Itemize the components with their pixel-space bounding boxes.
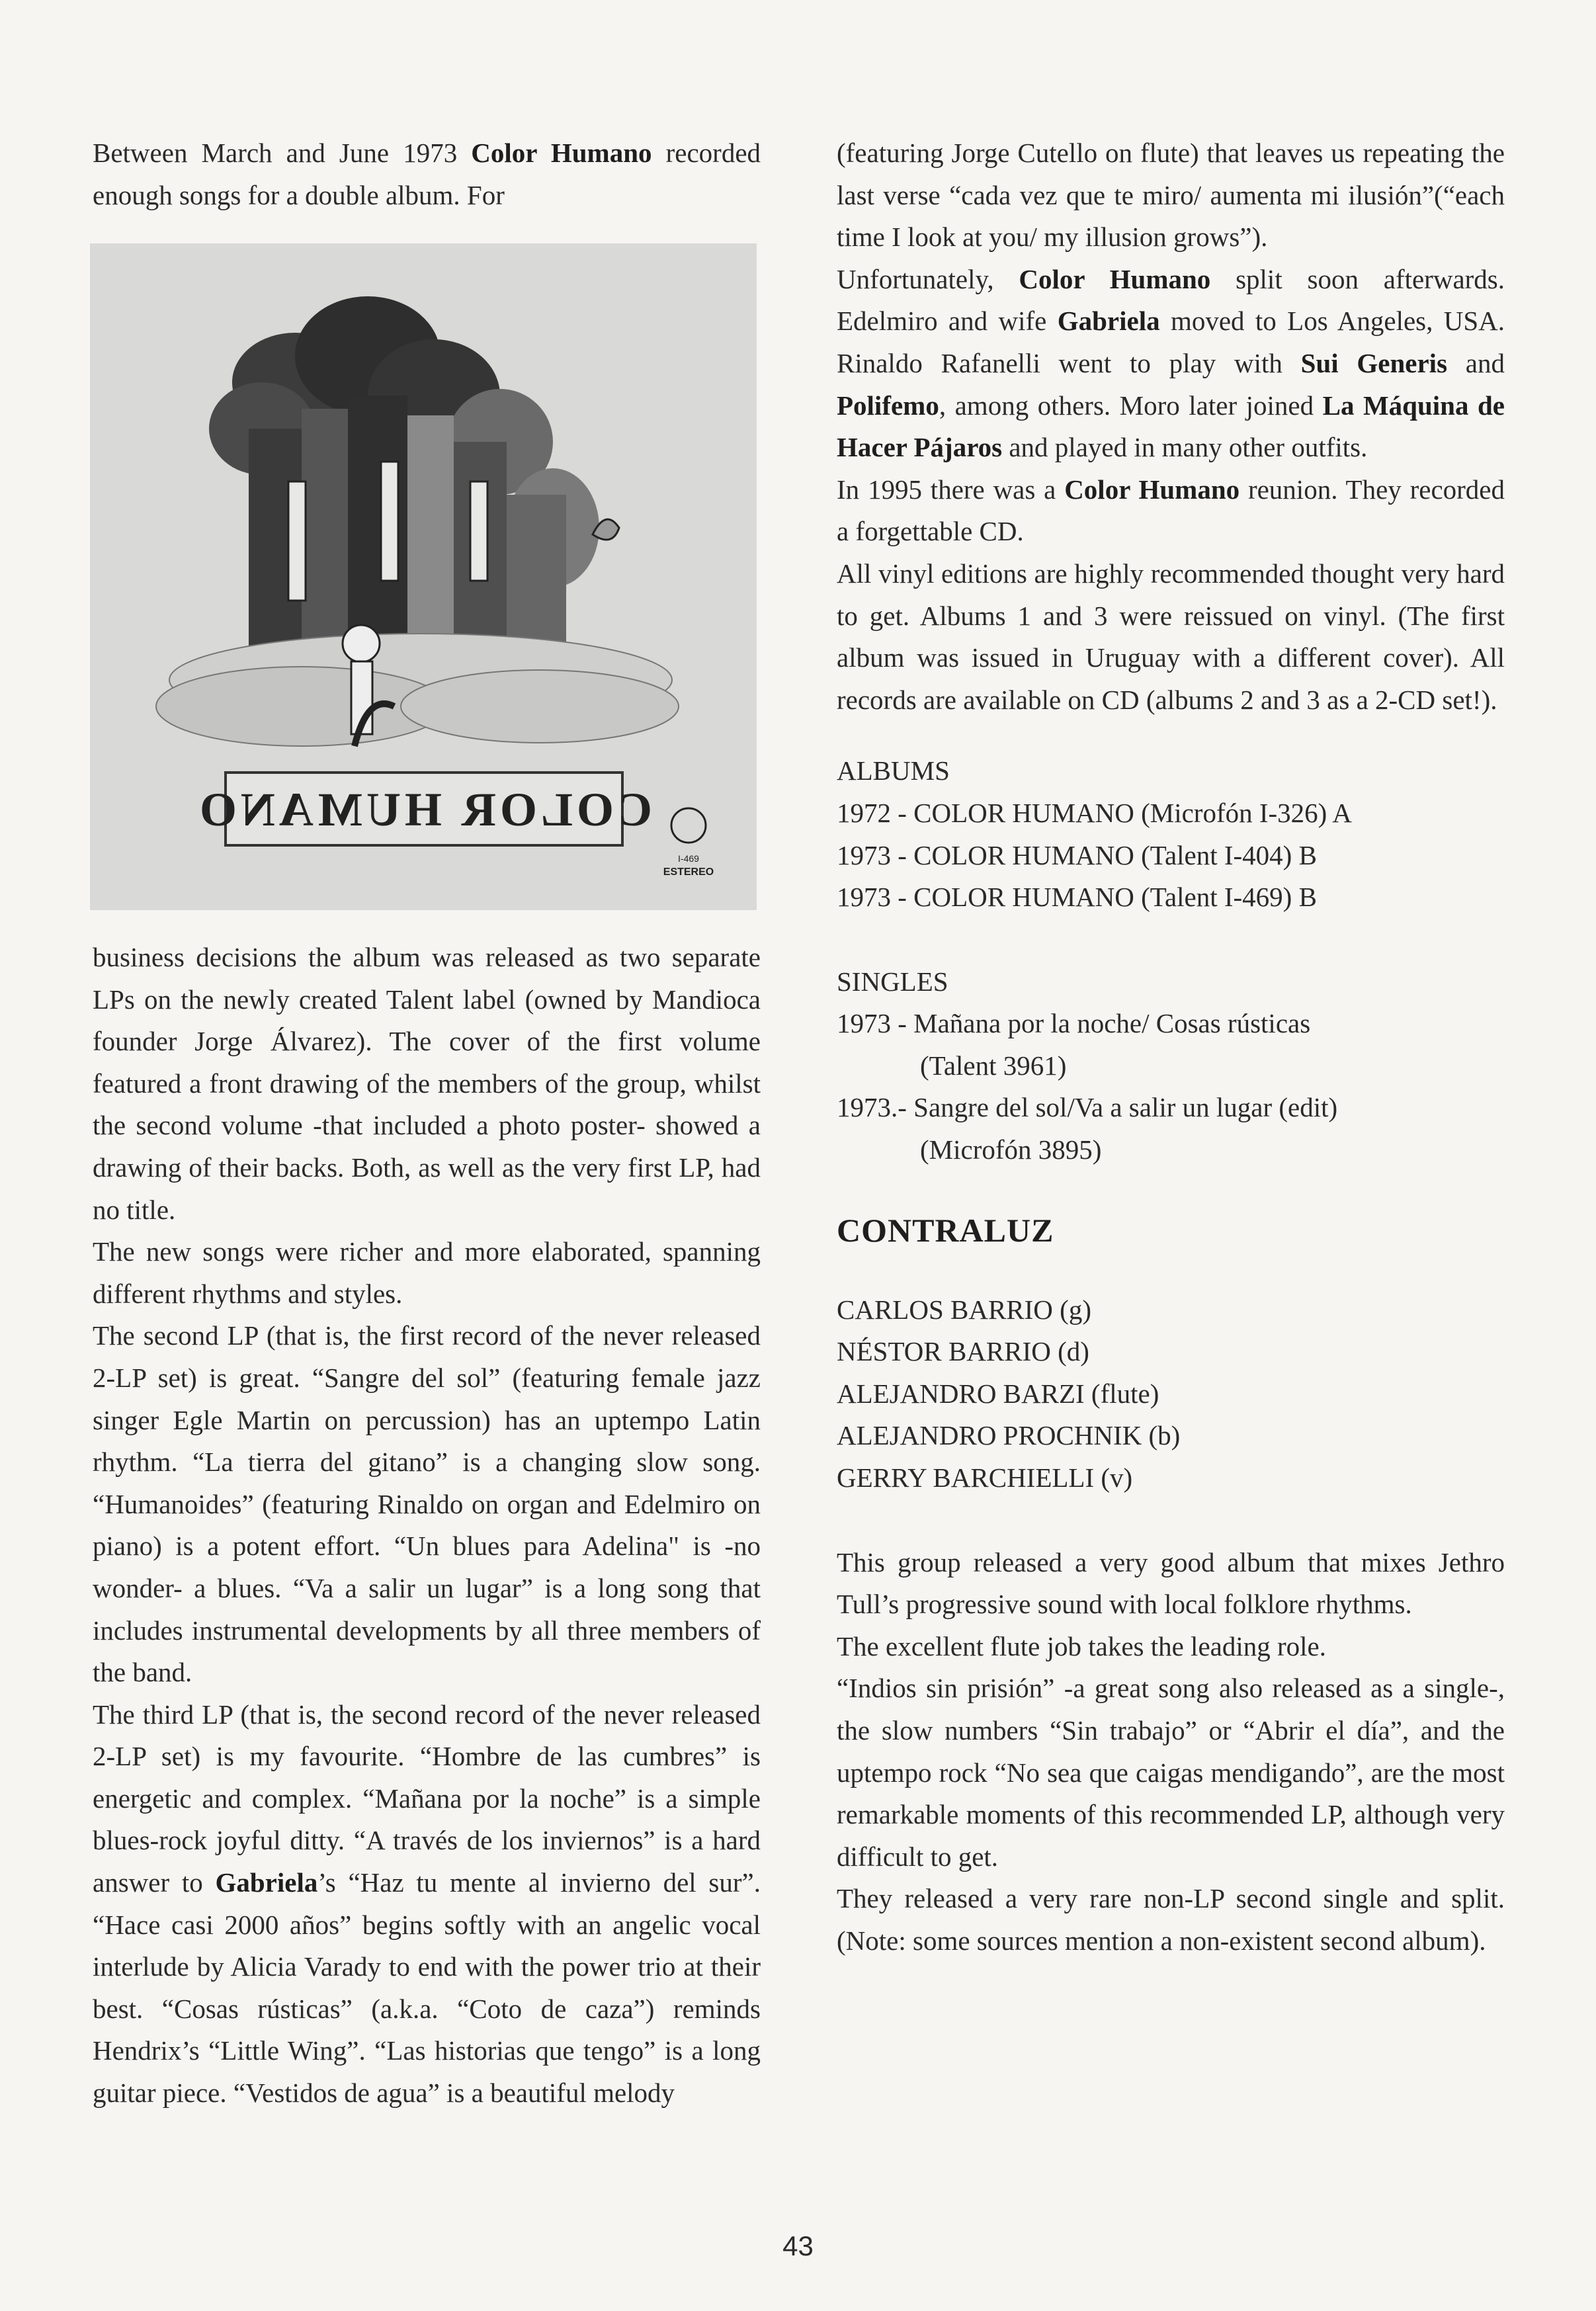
- text: moved to Los Angeles, USA. Rinaldo Rafanelli went to play with: [837, 306, 1505, 378]
- text: split soon afterwards. Edelmiro and wife: [837, 263, 1505, 337]
- single-item: 1973.- Sangre del sol/Va a salir un lugar (edit): [837, 1092, 1338, 1123]
- member-item: NÉSTOR BARRIO (d): [837, 1336, 1089, 1367]
- paragraph-reunion: [837, 469, 1505, 553]
- band-name: Color Humano: [471, 138, 652, 168]
- album-item: 1973 - COLOR HUMANO (Talent I-469) B: [837, 882, 1317, 913]
- member-item: ALEJANDRO BARZI (flute): [837, 1378, 1159, 1409]
- paragraph-flute: The excellent flute job takes the leading role.: [837, 1630, 1326, 1661]
- album-item: 1973 - COLOR HUMANO (Talent I-404) B: [837, 839, 1317, 870]
- band-name: La Máquina de Hacer Pájaros: [837, 390, 1505, 463]
- text: The third LP (that is, the second record of the never released 2-LP set) is my favourite. “Hombre de las cumbres” is energetic and complex. “Mañana por la noche” is a simple blues-rock joyful ditty. “A través de los inviernos” is a hard answer to: [93, 1699, 761, 1898]
- band-name: Color Humano: [1064, 474, 1240, 505]
- single-item: 1973 - Mañana por la noche/ Cosas rústicas: [837, 1008, 1311, 1039]
- left-column-bottom: [93, 937, 761, 2115]
- paragraph-single: They released a very rare non-LP second single and split. (Note: some sources mention a non-existent second album).: [837, 1883, 1505, 1956]
- member-item: CARLOS BARRIO (g): [837, 1294, 1091, 1325]
- paragraph-split: [837, 259, 1505, 469]
- album-cover-image: [90, 243, 757, 910]
- paragraph-second-lp: The second LP (that is, the first record of the never released 2-LP set) is great. “Sangre del sol” (featuring female jazz singer Egle Martin on percussion) has an uptempo Latin rhythm. “La tierra del gitano” is a changing slow song. “Humanoides” (featuring Rinaldo on organ and Edelmiro on piano) is a potent effort. “Un blues para Adelina" is -no wonder- a blues. “Va a salir un lugar” is a long song that includes instrumental developments by all three members of the band.: [93, 1320, 761, 1688]
- page-number: 43: [782, 2230, 814, 2261]
- album-cover-illustration: [90, 243, 757, 910]
- band-name: Sui Generis: [1300, 347, 1448, 378]
- text: and played in many other outfits.: [1002, 432, 1368, 463]
- paragraph-vinyl: All vinyl editions are highly recommended thought very hard to get. Albums 1 and 3 were reissued on vinyl. (The first album was issued in Uruguay with a different cover). All records are available on CD (albums 2 and 3 as a 2-CD set!).: [837, 558, 1505, 715]
- member-item: ALEJANDRO PROCHNIK (b): [837, 1420, 1181, 1451]
- singles-heading: SINGLES: [837, 966, 948, 997]
- member-item: GERRY BARCHIELLI (v): [837, 1462, 1133, 1493]
- paragraph-featuring: (featuring Jorge Cutello on flute) that leaves us repeating the last verse “cada vez que te miro/ aumenta mi ilusión”(“each time I look at you/ my illusion grows”).: [837, 138, 1505, 253]
- paragraph-new-songs: The new songs were richer and more elaborated, spanning different rhythms and styles.: [93, 1236, 761, 1309]
- paragraph-business: business decisions the album was released as two separate LPs on the newly created Talent label (owned by Mandioca founder Jorge Álvarez). The cover of the first volume featured a front drawing of the members of the group, whilst the second volume -that included a photo poster- showed a drawing of their backs. Both, as well as the very first LP, had no title.: [93, 942, 761, 1225]
- text: ’s “Haz tu mente al invierno del sur”. “Hace casi 2000 años” begins softly with an angelic vocal interlude by Alicia Varady to end with the power trio at their best. “Cosas rústicas” (a.k.a. “Coto de caza”) reminds Hendrix’s “Little Wing”. “Las historias que tengo” is a long guitar piece. “Vestidos de agua” is a beautiful melody: [93, 1867, 761, 2109]
- band-name: Polifemo: [837, 390, 939, 421]
- band-heading: CONTRALUZ: [837, 1211, 1054, 1249]
- left-column-top: [93, 132, 761, 216]
- single-item-catalog: (Talent 3961): [920, 1050, 1067, 1081]
- albums-heading: ALBUMS: [837, 755, 950, 786]
- paragraph-songs: “Indios sin prisión” -a great song also released as a single-, the slow numbers “Sin trabajo” or “Abrir el día”, and the uptempo rock “No sea que caigas mendigando”, are the most remarkable moments of this recommended LP, although very difficult to get.: [837, 1673, 1505, 1872]
- single-item-catalog: (Microfón 3895): [920, 1134, 1102, 1165]
- text: and: [1447, 347, 1505, 378]
- album-item: 1972 - COLOR HUMANO (Microfón I-326) A: [837, 797, 1352, 828]
- cover-lettering: COLOR HUMANO: [196, 783, 652, 836]
- text: , among others. Moro later joined: [939, 390, 1323, 421]
- catalog-number: I-469: [678, 853, 699, 864]
- person-name: Gabriela: [1057, 306, 1160, 337]
- stereo-label: ESTEREO: [663, 866, 714, 878]
- text: recorded enough songs for a double album. For: [93, 138, 761, 210]
- paragraph-contraluz-intro: This group released a very good album that mixes Jethro Tull’s progressive sound with local folklore rhythms.: [837, 1546, 1505, 1620]
- right-column: [837, 132, 1505, 1962]
- paragraph-intro: [93, 132, 761, 216]
- paragraph-third-lp: [93, 1694, 761, 2115]
- text: Between March and June 1973: [93, 138, 472, 168]
- text: Unfortunately,: [837, 263, 1019, 294]
- text: reunion. They recorded a forgettable CD.: [837, 474, 1505, 547]
- band-name: Color Humano: [1019, 263, 1211, 294]
- person-name: Gabriela: [215, 1867, 318, 1898]
- text: In 1995 there was a: [837, 474, 1065, 505]
